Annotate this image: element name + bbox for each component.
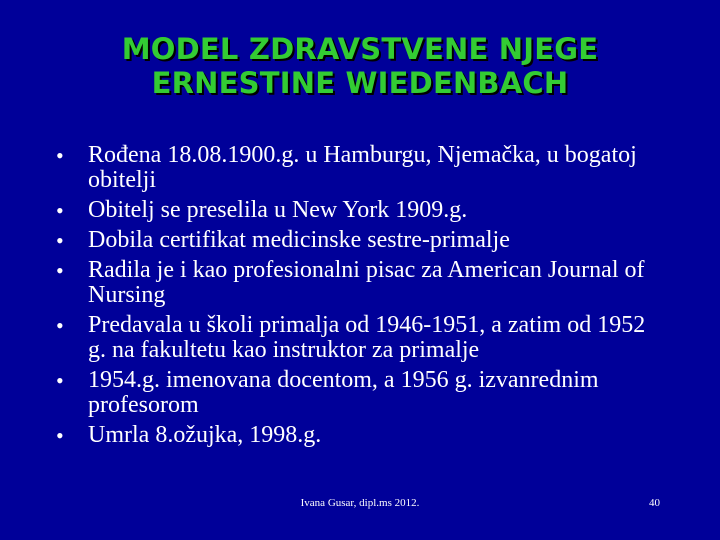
slide-title [0,32,720,100]
bullet-item [52,368,662,418]
bullet-item [52,423,662,448]
bullet-icon: • [56,228,64,253]
bullet-list [52,143,662,453]
bullet-text: Radila je i kao profesionalni pisac za American Journal of Nursing [88,257,645,308]
bullet-text: Predavala u školi primalja od 1946-1951, a zatim od 1952 g. na fakultetu kao instruktor za primalje [88,312,646,363]
bullet-item [52,313,662,363]
bullet-text: 1954.g. imenovana docentom, a 1956 g. izvanrednim profesorom [88,367,599,418]
bullet-icon: • [56,143,64,168]
bullet-icon: • [56,313,64,338]
footer-author: Ivana Gusar, dipl.ms 2012. [300,497,420,509]
bullet-text: Dobila certifikat medicinske sestre-primalje [88,227,510,253]
page-number: 40 [649,497,660,509]
bullet-icon: • [56,258,64,283]
bullet-text: Obitelj se preselila u New York 1909.g. [88,197,468,223]
bullet-icon: • [56,423,64,448]
bullet-item [52,198,662,223]
bullet-item [52,143,662,193]
bullet-item [52,258,662,308]
bullet-text: Umrla 8.ožujka, 1998.g. [88,422,322,448]
bullet-text: Rođena 18.08.1900.g. u Hamburgu, Njemačka, u bogatoj obitelji [88,142,637,193]
bullet-icon: • [56,198,64,223]
slide-title-line-1: MODEL ZDRAVSTVENE NJEGE [121,32,599,66]
slide-title-line-2: ERNESTINE WIEDENBACH [151,66,569,100]
bullet-item [52,228,662,253]
bullet-icon: • [56,368,64,393]
